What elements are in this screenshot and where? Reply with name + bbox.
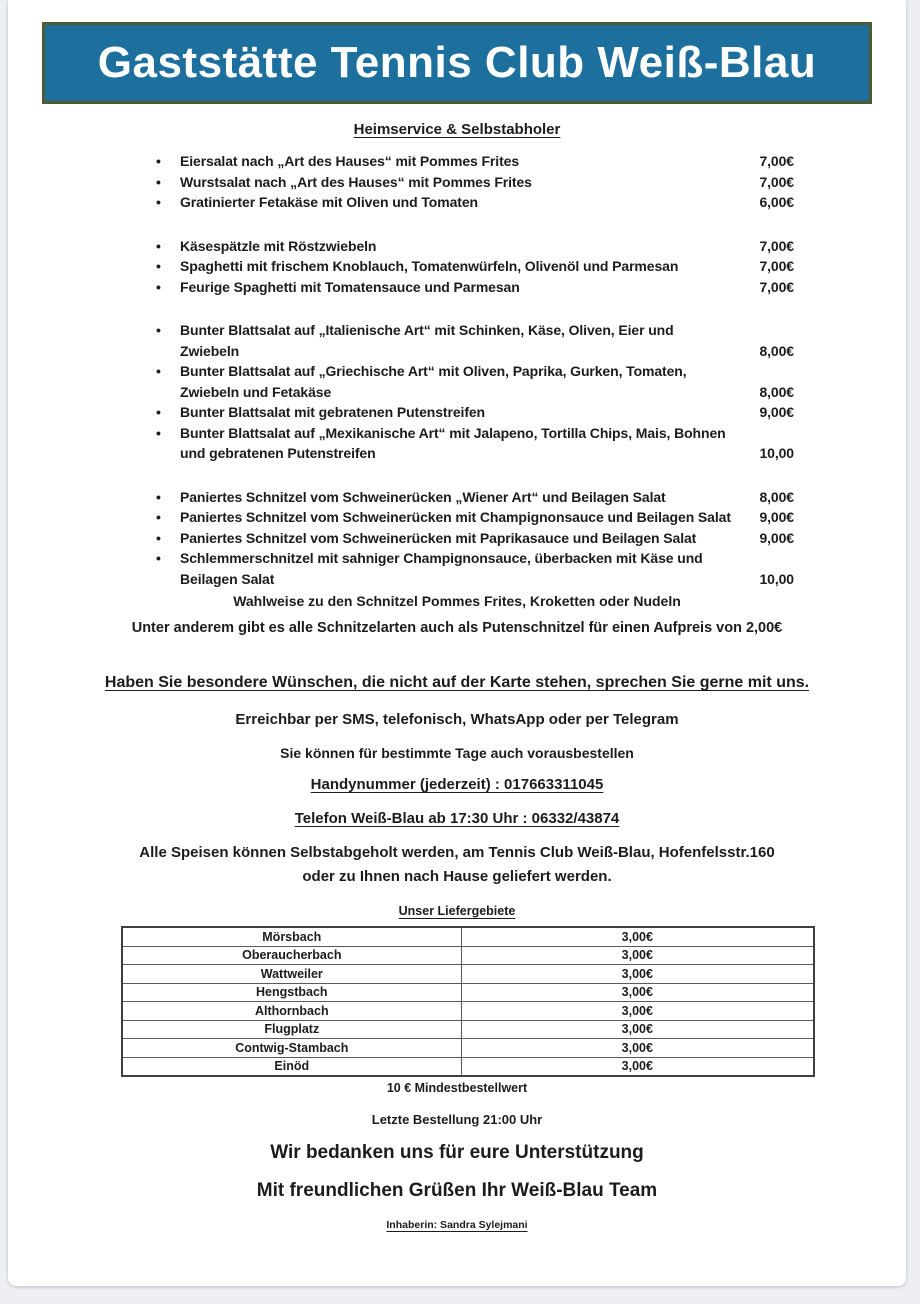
menu-item-text: Käsespätzle mit Röstzwiebeln <box>180 237 377 254</box>
menu-item-text: Eiersalat nach „Art des Hauses“ mit Pommes Frites <box>180 153 520 169</box>
bullet-icon: • <box>156 322 161 338</box>
menu-item-price: 7,00€ <box>759 237 794 254</box>
menu-item <box>154 172 794 193</box>
menu-item <box>154 320 794 361</box>
area-name-cell: Althornbach <box>122 1002 461 1021</box>
menu-item <box>154 528 794 549</box>
pickup-info-line2: oder zu Ihnen nach Hause geliefert werden. <box>302 868 612 885</box>
menu-item-price: 10,00 <box>759 445 794 461</box>
bullet-icon: • <box>156 237 161 254</box>
menu-item <box>154 487 794 508</box>
bullet-icon: • <box>156 194 161 210</box>
thanks-line: Wir bedanken uns für eure Unterstützung <box>270 1142 644 1163</box>
menu-item-text: Paniertes Schnitzel vom Schweinerücken mit Paprikasauce und Beilagen Salat <box>180 529 697 546</box>
bullet-icon: • <box>156 363 161 379</box>
delivery-areas-heading: Unser Liefergebiete <box>398 904 516 918</box>
schnitzel-sides-note: Wahlweise zu den Schnitzel Pommes Frites, Kroketten oder Nudeln <box>233 593 681 609</box>
menu-item-text: Paniertes Schnitzel vom Schweinerücken mit Champignonsauce und Beilagen Salat <box>180 509 731 525</box>
table-row <box>122 965 814 984</box>
menu-item-price: 6,00€ <box>759 194 794 210</box>
bullet-icon: • <box>156 153 161 169</box>
phone-number-line: Telefon Weiß-Blau ab 17:30 Uhr : 06332/43874 <box>294 810 620 827</box>
page-title: Gaststätte Tennis Club Weiß-Blau <box>97 38 817 87</box>
area-price-cell: 3,00€ <box>461 927 814 946</box>
bullet-icon: • <box>156 404 161 420</box>
menu-item-text: Bunter Blattsalat auf „Italienische Art“ mit Schinken, Käse, Oliven, Eier und Zwiebeln <box>180 322 674 359</box>
menu-item-price: 9,00€ <box>759 404 794 420</box>
menu-group-blattsalate <box>154 320 794 464</box>
regards-line: Mit freundlichen Grüßen Ihr Weiß-Blau Team <box>256 1180 658 1201</box>
menu-item-price: 10,00 <box>759 570 794 587</box>
delivery-areas-table <box>121 926 815 1077</box>
area-name-cell: Wattweiler <box>122 965 461 984</box>
bullet-icon: • <box>156 278 161 295</box>
bullet-icon: • <box>156 509 161 525</box>
minimum-order-line: 10 € Mindestbestellwert <box>386 1081 528 1095</box>
special-requests-line: Haben Sie besondere Wünschen, die nicht auf der Karte stehen, sprechen Sie gerne mit uns. <box>104 674 810 691</box>
menu-group-salate <box>154 151 794 213</box>
turkey-surcharge-note: Unter anderem gibt es alle Schnitzelarten auch als Putenschnitzel für einen Aufpreis von 2,00€ <box>131 620 783 636</box>
pickup-info <box>8 841 906 889</box>
menu-item-text: Bunter Blattsalat auf „Griechische Art“ mit Oliven, Paprika, Gurken, Tomaten, Zwiebeln und Fetakäse <box>180 363 687 400</box>
table-row <box>122 946 814 965</box>
bullet-icon: • <box>156 529 161 546</box>
bullet-icon: • <box>156 173 161 190</box>
menu-item-text: Gratinierter Fetakäse mit Oliven und Tomaten <box>180 194 478 210</box>
area-price-cell: 3,00€ <box>461 946 814 965</box>
area-price-cell: 3,00€ <box>461 965 814 984</box>
section-heading-heimservice: Heimservice & Selbstabholer <box>353 121 561 138</box>
area-price-cell: 3,00€ <box>461 1002 814 1021</box>
menu-item <box>154 277 794 298</box>
menu-item <box>154 423 794 464</box>
menu-item <box>154 507 794 528</box>
menu-item-price: 9,00€ <box>759 509 794 525</box>
header-banner <box>42 22 872 104</box>
menu-item <box>154 361 794 402</box>
last-order-line: Letzte Bestellung 21:00 Uhr <box>371 1112 543 1127</box>
table-row <box>122 1039 814 1058</box>
menu-item <box>154 548 794 589</box>
menu-item <box>154 256 794 277</box>
bullet-icon: • <box>156 258 161 274</box>
table-row <box>122 983 814 1002</box>
menu-page <box>8 0 906 1286</box>
menu-item <box>154 151 794 172</box>
table-row <box>122 1002 814 1021</box>
menu-item-price: 8,00€ <box>759 342 794 359</box>
area-name-cell: Contwig-Stambach <box>122 1039 461 1058</box>
menu-item <box>154 192 794 213</box>
table-row <box>122 927 814 946</box>
area-name-cell: Hengstbach <box>122 983 461 1002</box>
menu-item-text: Wurstsalat nach „Art des Hauses“ mit Pommes Frites <box>180 173 532 190</box>
menu-item <box>154 236 794 257</box>
area-price-cell: 3,00€ <box>461 983 814 1002</box>
menu-item-price: 7,00€ <box>759 278 794 295</box>
area-name-cell: Mörsbach <box>122 927 461 946</box>
area-price-cell: 3,00€ <box>461 1057 814 1076</box>
pickup-info-line1: Alle Speisen können Selbstabgeholt werden, am Tennis Club Weiß-Blau, Hofenfelsstr.160 <box>139 844 775 861</box>
area-price-cell: 3,00€ <box>461 1039 814 1058</box>
bullet-icon: • <box>156 488 161 505</box>
area-name-cell: Flugplatz <box>122 1020 461 1039</box>
preorder-line: Sie können für bestimmte Tage auch vorausbestellen <box>280 745 634 761</box>
menu-group-pasta <box>154 236 794 298</box>
contact-methods-line: Erreichbar per SMS, telefonisch, WhatsApp oder per Telegram <box>235 711 679 728</box>
menu-item <box>154 402 794 423</box>
menu-item-price: 7,00€ <box>759 153 794 169</box>
menu-item-text: Spaghetti mit frischem Knoblauch, Tomatenwürfeln, Olivenöl und Parmesan <box>180 258 679 274</box>
menu-item-price: 8,00€ <box>759 383 794 400</box>
menu-item-text: Feurige Spaghetti mit Tomatensauce und Parmesan <box>180 278 520 295</box>
menu-item-price: 8,00€ <box>759 488 794 505</box>
owner-line: Inhaberin: Sandra Sylejmani <box>386 1219 528 1231</box>
menu-item-text: Bunter Blattsalat mit gebratenen Putenstreifen <box>180 404 486 420</box>
area-price-cell: 3,00€ <box>461 1020 814 1039</box>
menu-item-text: Bunter Blattsalat auf „Mexikanische Art“ mit Jalapeno, Tortilla Chips, Mais, Bohnen und gebratenen Putenstreifen <box>180 424 726 461</box>
bullet-icon: • <box>156 424 161 441</box>
table-row <box>122 1057 814 1076</box>
mobile-number-line: Handynummer (jederzeit) : 017663311045 <box>310 776 604 793</box>
menu-item-text: Paniertes Schnitzel vom Schweinerücken „Wiener Art“ und Beilagen Salat <box>180 488 666 505</box>
bullet-icon: • <box>156 550 161 566</box>
menu-item-text: Schlemmerschnitzel mit sahniger Champignonsauce, überbacken mit Käse und Beilagen Salat <box>180 550 703 587</box>
menu-group-schnitzel <box>154 487 794 590</box>
area-name-cell: Oberaucherbach <box>122 946 461 965</box>
menu-list <box>154 151 794 589</box>
menu-item-price: 7,00€ <box>759 258 794 274</box>
area-name-cell: Einöd <box>122 1057 461 1076</box>
menu-item-price: 7,00€ <box>759 173 794 190</box>
table-row <box>122 1020 814 1039</box>
menu-item-price: 9,00€ <box>759 529 794 546</box>
